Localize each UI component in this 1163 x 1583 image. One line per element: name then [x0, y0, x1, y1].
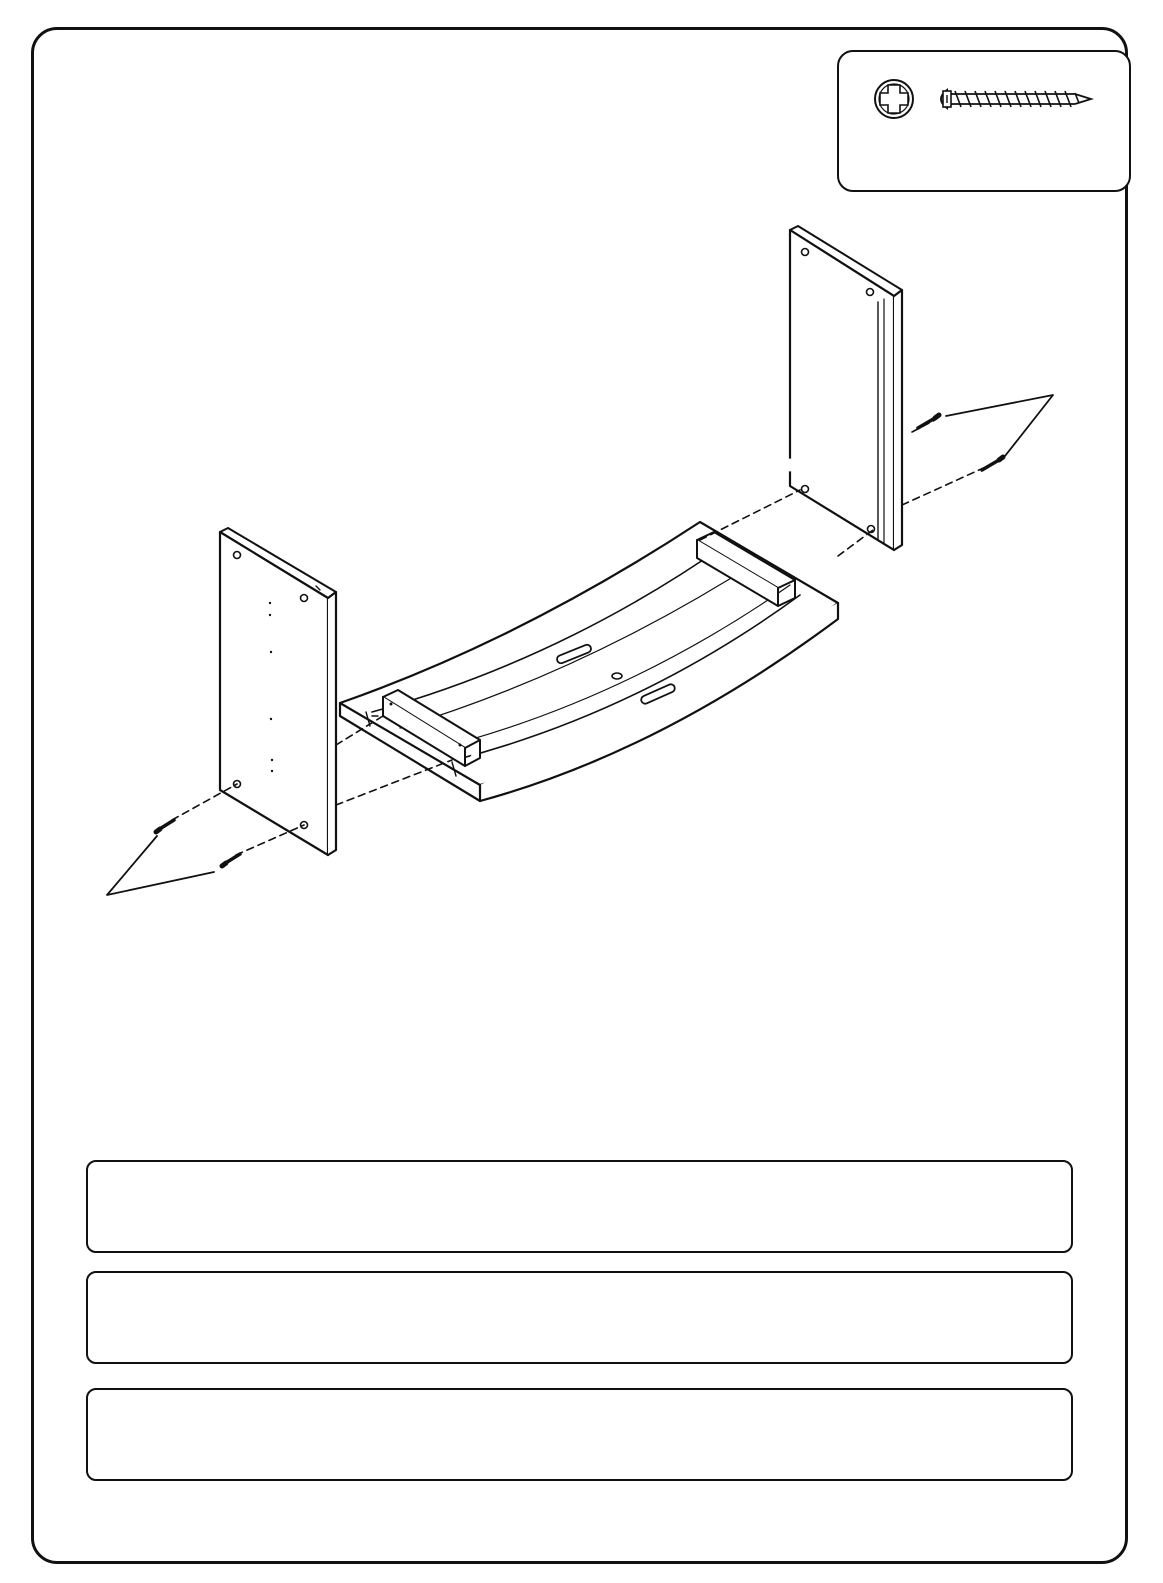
- screw-icon: [222, 854, 240, 866]
- left-callout-leader: [107, 836, 214, 895]
- instruction-text-2: [88, 1273, 1071, 1297]
- screw-icon: [918, 415, 939, 428]
- instruction-text-1: [88, 1162, 1071, 1186]
- instruction-box-3: [86, 1388, 1073, 1481]
- right-callout-leader: [946, 395, 1053, 456]
- instruction-box-2: [86, 1271, 1073, 1364]
- screw-icon: [156, 820, 174, 832]
- right-side-panel: [790, 226, 902, 550]
- instruction-box-1: [86, 1160, 1073, 1253]
- instruction-text-3: [88, 1390, 1071, 1414]
- screw-icon: [982, 457, 1003, 470]
- left-side-panel: [220, 528, 336, 855]
